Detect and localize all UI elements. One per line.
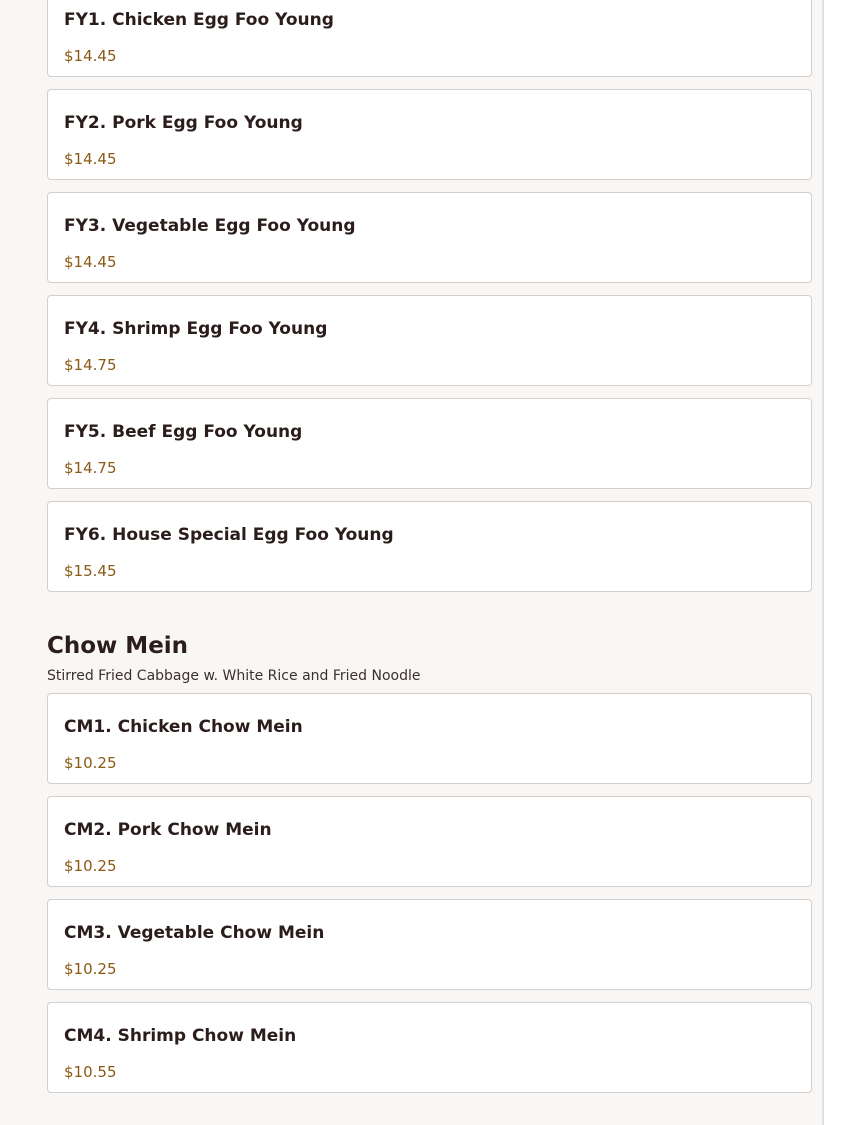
menu-item-price: $14.45: [64, 47, 117, 65]
menu-item-price: $10.25: [64, 754, 117, 772]
menu-item-card[interactable]: [47, 899, 812, 990]
menu-item-card[interactable]: [47, 89, 812, 180]
menu-item-name: CM3. Vegetable Chow Mein: [64, 923, 325, 943]
menu-item-card[interactable]: [47, 693, 812, 784]
menu-item-card[interactable]: [47, 295, 812, 386]
menu-item-price: $14.45: [64, 253, 117, 271]
section-description: Stirred Fried Cabbage w. White Rice and Fried Noodle: [47, 668, 421, 684]
menu-item-name: FY1. Chicken Egg Foo Young: [64, 10, 334, 30]
menu-item-price: $10.25: [64, 960, 117, 978]
menu-item-price: $14.75: [64, 356, 117, 374]
menu-item-name: FY6. House Special Egg Foo Young: [64, 525, 394, 545]
menu-item-name: FY5. Beef Egg Foo Young: [64, 422, 303, 442]
menu-list: [47, 0, 812, 1105]
menu-item-card[interactable]: [47, 1002, 812, 1093]
section-title: Chow Mein: [47, 633, 189, 659]
menu-item-name: CM1. Chicken Chow Mein: [64, 717, 303, 737]
menu-item-name: FY2. Pork Egg Foo Young: [64, 113, 303, 133]
menu-item-price: $10.55: [64, 1063, 117, 1081]
menu-item-card[interactable]: [47, 796, 812, 887]
menu-item-card[interactable]: [47, 192, 812, 283]
side-panel: [824, 0, 844, 1125]
menu-item-name: FY3. Vegetable Egg Foo Young: [64, 216, 356, 236]
menu-section-egg-foo-young: [47, 0, 812, 592]
menu-item-card[interactable]: [47, 0, 812, 77]
section-header: [47, 604, 812, 693]
menu-item-name: CM4. Shrimp Chow Mein: [64, 1026, 297, 1046]
menu-item-price: $15.45: [64, 562, 117, 580]
menu-item-name: FY4. Shrimp Egg Foo Young: [64, 319, 328, 339]
menu-section-chow-mein: [47, 604, 812, 1093]
menu-item-price: $10.25: [64, 857, 117, 875]
menu-item-card[interactable]: [47, 398, 812, 489]
menu-item-card[interactable]: [47, 501, 812, 592]
menu-item-name: CM2. Pork Chow Mein: [64, 820, 272, 840]
menu-item-price: $14.45: [64, 150, 117, 168]
menu-item-price: $14.75: [64, 459, 117, 477]
